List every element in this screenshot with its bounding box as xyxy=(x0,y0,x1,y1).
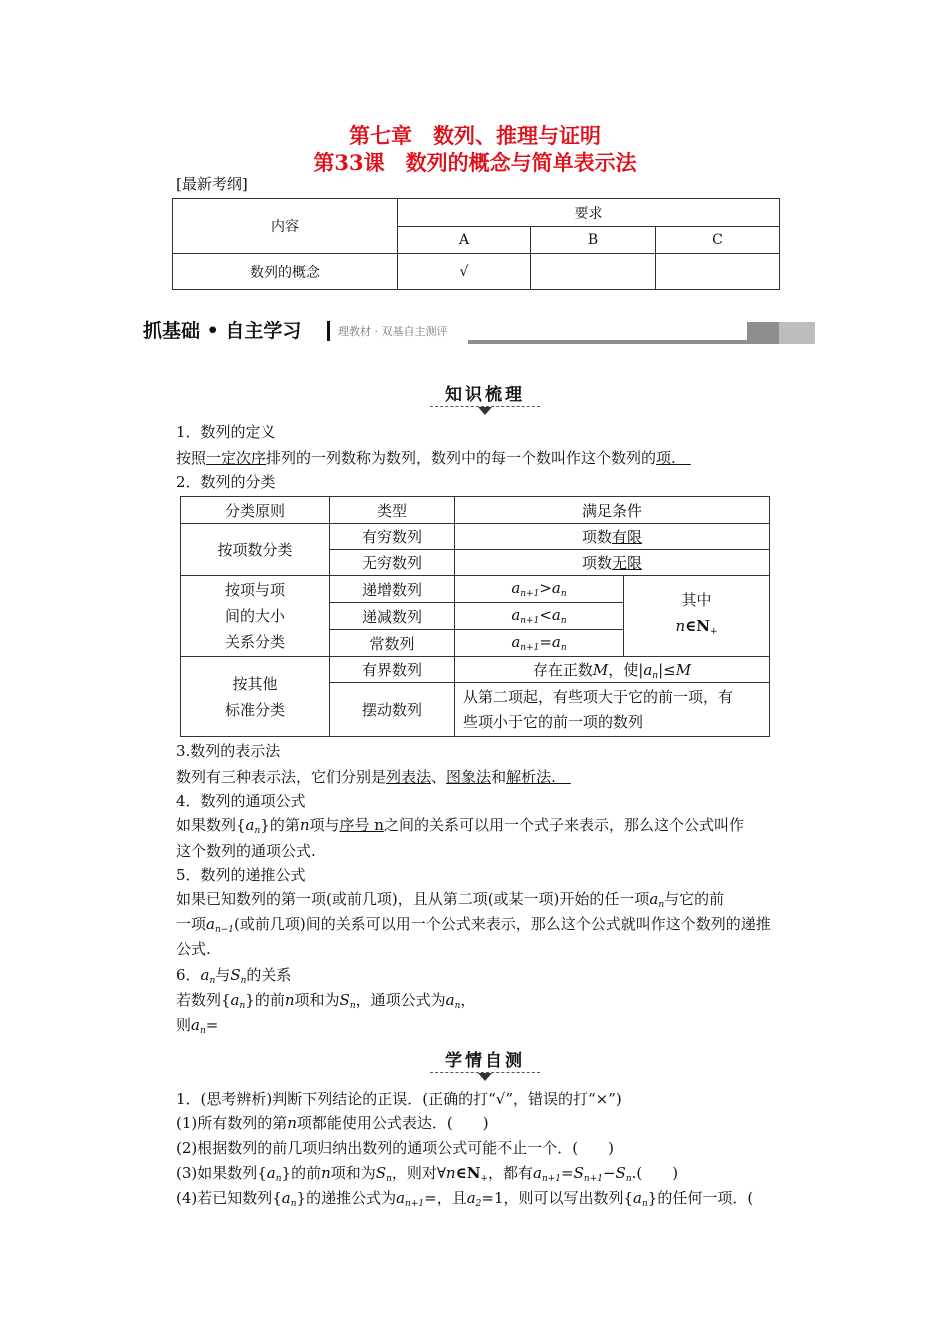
outline-row-b xyxy=(531,254,656,290)
cond-finite: 项数有限 xyxy=(455,524,770,550)
section-header xyxy=(143,318,815,346)
section-title: 抓基础 • 自主学习 xyxy=(143,320,302,342)
level-a-header: A xyxy=(398,227,531,254)
s1-body: 按照一定次序排列的一列数称为数列，数列中的每一个数叫作这个数列的项. xyxy=(176,449,691,467)
section-divider xyxy=(327,321,330,341)
cond-decreasing: $a_{n+1}<a_n$ xyxy=(455,603,624,630)
section-block-dark xyxy=(747,322,779,344)
type-constant: 常数列 xyxy=(330,630,455,657)
s5-line2: 一项$a_{n-1}$(或前几项)间的关系可以用一个公式来表示，那么这个公式就叫作这个数列的递推 xyxy=(176,915,771,935)
cond-bounded: 存在正数M，使$|a_n|\le M$ xyxy=(455,657,770,683)
cond-oscillating: 从第二项起，有些项大于它的前一项，有 些项小于它的前一项的数列 xyxy=(455,683,770,737)
type-bounded: 有界数列 xyxy=(330,657,455,683)
s3-title: 3.数列的表示法 xyxy=(176,742,281,760)
self-test-heading-text: 学情自测 xyxy=(445,1051,525,1071)
q1-item-1: (1)所有数列的第n项都能使用公式表达．( ) xyxy=(176,1114,489,1132)
s6-line2: 则$a_n=$ xyxy=(176,1016,219,1036)
level-b-header: B xyxy=(531,227,656,254)
knowledge-heading-text: 知识梳理 xyxy=(445,385,525,405)
level-c-header: C xyxy=(656,227,780,254)
knowledge-heading xyxy=(430,380,540,404)
cond-constant: $a_{n+1}=a_n$ xyxy=(455,630,624,657)
outline-row-c xyxy=(656,254,780,290)
col-requirement-header: 要求 xyxy=(398,199,780,227)
header-principle: 分类原则 xyxy=(181,497,330,524)
principle-other: 按其他 标准分类 xyxy=(181,657,330,737)
s6-title: 6．$a_n$与$S_n$的关系 xyxy=(176,966,292,986)
s3-body: 数列有三种表示法，它们分别是列表法、图象法和解析法. xyxy=(176,768,571,786)
type-infinite: 无穷数列 xyxy=(330,550,455,576)
outline-row-a: √ xyxy=(398,254,531,290)
self-test-heading xyxy=(430,1046,540,1070)
heading-arrow-icon xyxy=(478,407,492,415)
outline-label: [最新考纲] xyxy=(176,175,248,193)
type-decreasing: 递减数列 xyxy=(330,603,455,630)
q1-item-3: (3)如果数列$\{a_n\}$的前n项和为$S_n$，则对$\forall n\in N_+$，都有$a_{n+1}=S_{n+1}-S_n$.( ) xyxy=(176,1164,679,1184)
type-oscillating: 摆动数列 xyxy=(330,683,455,737)
type-finite: 有穷数列 xyxy=(330,524,455,550)
s4-line2: 这个数列的通项公式. xyxy=(176,842,316,860)
principle-by-count: 按项数分类 xyxy=(181,524,330,576)
header-condition: 满足条件 xyxy=(455,497,770,524)
q1-item-2: (2)根据数列的前几项归纳出数列的通项公式可能不止一个．( ) xyxy=(176,1139,614,1157)
type-increasing: 递增数列 xyxy=(330,576,455,603)
header-type: 类型 xyxy=(330,497,455,524)
heading-arrow-icon-2 xyxy=(478,1073,492,1081)
section-block-light xyxy=(779,322,815,344)
s2-title: 2．数列的分类 xyxy=(176,473,276,491)
lesson-title: 第33课 数列的概念与简单表示法 xyxy=(313,150,637,175)
s5-line1: 如果已知数列的第一项(或前几项)，且从第二项(或某一项)开始的任一项$a_n$与它的前 xyxy=(176,890,725,910)
principle-by-size: 按项与项 间的大小 关系分类 xyxy=(181,576,330,657)
cond-infinite: 项数无限 xyxy=(455,550,770,576)
s6-line1: 若数列$\{a_n\}$的前n项和为$S_n$，通项公式为$a_n$， xyxy=(176,991,476,1011)
s1-title: 1．数列的定义 xyxy=(176,423,276,441)
outline-table xyxy=(172,198,780,290)
q1-stem: 1．(思考辨析)判断下列结论的正误．(正确的打“√”，错误的打“×”) xyxy=(176,1090,622,1108)
s5-line3: 公式. xyxy=(176,940,211,958)
s5-title: 5．数列的递推公式 xyxy=(176,866,306,884)
classification-table xyxy=(180,496,770,737)
s4-title: 4．数列的通项公式 xyxy=(176,792,306,810)
cond-increasing: $a_{n+1}>a_n$ xyxy=(455,576,624,603)
col-content-header: 内容 xyxy=(173,199,398,254)
outline-row-content: 数列的概念 xyxy=(173,254,398,290)
chapter-title: 第七章 数列、推理与证明 xyxy=(349,123,601,148)
section-subtitle: 理教材 · 双基自主测评 xyxy=(338,325,448,338)
s4-line1: 如果数列$\{a_n\}$的第n项与序号 n之间的关系可以用一个式子来表示，那么这个公式叫作 xyxy=(176,816,744,836)
cond-note: 其中 $n\in N_+$ xyxy=(624,576,770,657)
q1-item-4: (4)若已知数列$\{a_n\}$的递推公式为$a_{n+1}=$，且$a_2=1$，则可以写出数列$\{a_n\}$的任何一项．( xyxy=(176,1189,754,1209)
